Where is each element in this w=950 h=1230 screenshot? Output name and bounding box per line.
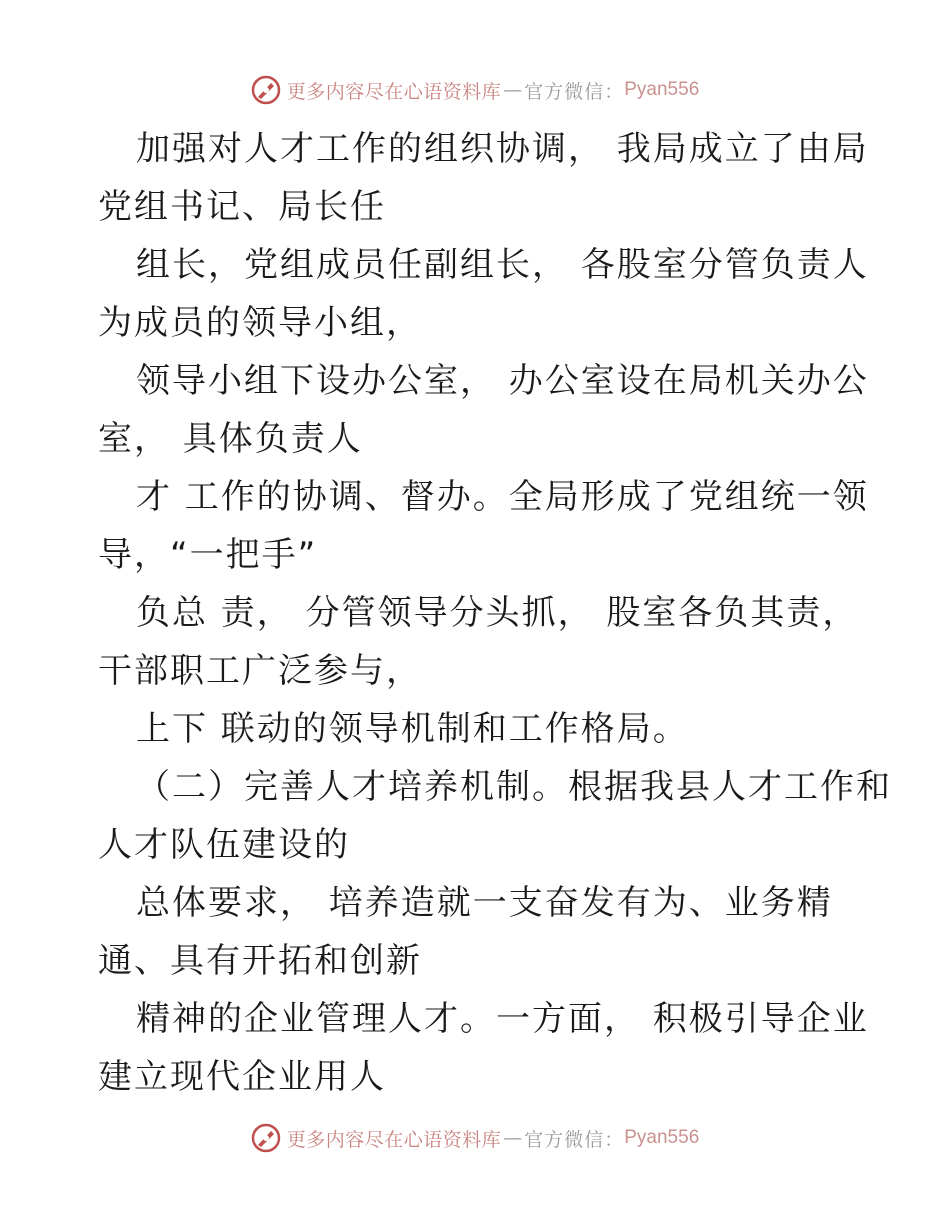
paragraph-9 — [98, 990, 869, 1106]
watermark-wechat-label: 官方微信： — [524, 80, 625, 103]
paragraph-line: 才 工作的协调、督办。全局形成了党组统一领 — [136, 477, 869, 517]
paragraph-3 — [98, 352, 869, 468]
header-watermark — [0, 70, 950, 110]
paragraph-1 — [98, 120, 869, 236]
paragraph-line: 导，“一把手” — [98, 535, 318, 575]
paragraph-line: 加强对人才工作的组织协调， 我局成立了由局 — [136, 129, 869, 169]
paragraph-line: 精神的企业管理人才。一方面， 积极引导企业 — [136, 999, 869, 1039]
paragraph-6 — [98, 700, 838, 758]
paragraph-line: 室， 具体负责人 — [98, 419, 363, 459]
paragraph-7 — [98, 758, 892, 874]
paragraph-line: 总体要求， 培养造就一支奋发有为、业务精 — [136, 883, 833, 923]
paragraph-line: 通、具有开拓和创新 — [98, 941, 422, 981]
paragraph-2 — [98, 236, 869, 352]
paragraph-line: 领导小组下设办公室， 办公室设在局机关办公 — [136, 361, 869, 401]
footer-watermark — [0, 1118, 950, 1158]
paragraph-line: 为成员的领导小组， — [98, 303, 422, 343]
quill-circle-logo-icon — [251, 1123, 281, 1153]
paragraph-line: 干部职工广泛参与， — [98, 651, 422, 691]
watermark-wechat-id: Pyan556 — [624, 79, 700, 100]
paragraph-line: （二）完善人才培养机制。根据我县人才工作和 — [136, 767, 892, 807]
watermark-text: 更多内容尽在心语资料库 — [286, 80, 502, 103]
watermark-dash: — — [503, 79, 523, 101]
paragraph-line: 组长，党组成员任副组长， 各股室分管负责人 — [136, 245, 869, 285]
watermark-wechat-id: Pyan556 — [624, 1127, 700, 1148]
paragraph-4 — [98, 468, 869, 584]
document-body — [98, 120, 892, 1106]
paragraph-line: 人才队伍建设的 — [98, 825, 350, 865]
paragraph-8 — [98, 874, 838, 990]
paragraph-5 — [98, 584, 859, 700]
paragraph-line: 建立现代企业用人 — [98, 1057, 386, 1097]
paragraph-line: 上下 联动的领导机制和工作格局。 — [136, 709, 689, 749]
paragraph-line: 负总 责， 分管领导分头抓， 股室各负其责， — [136, 593, 859, 633]
quill-circle-logo-icon — [251, 75, 281, 105]
watermark-dash: — — [503, 1127, 523, 1149]
paragraph-line: 党组书记、局长任 — [98, 187, 386, 227]
watermark-wechat-label: 官方微信： — [524, 1128, 625, 1151]
watermark-text: 更多内容尽在心语资料库 — [286, 1128, 502, 1151]
